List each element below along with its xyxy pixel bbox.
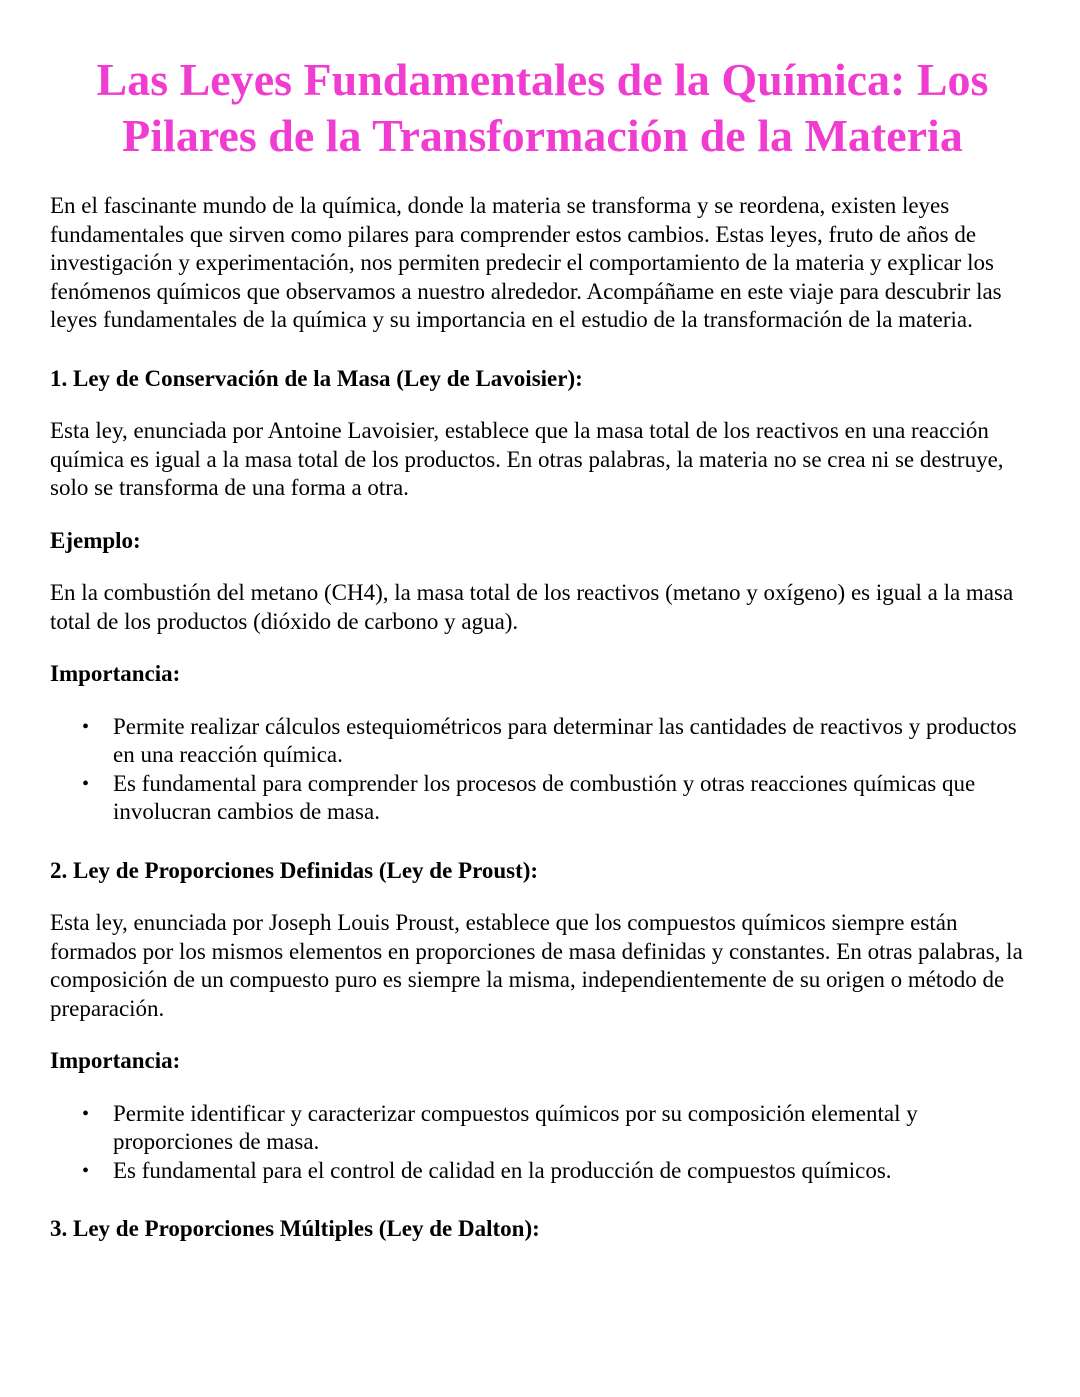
bullet-icon: • [82, 772, 90, 795]
list-item-text: Es fundamental para comprender los procesos de combustión y otras reacciones químicas que involucran cambios de masa. [113, 770, 976, 824]
section-1-example-text: En la combustión del metano (CH4), la masa total de los reactivos (metano y oxígeno) es igual a la masa total de los productos (dióxido de carbono y agua). [50, 580, 1014, 634]
section-1-heading: 1. Ley de Conservación de la Masa (Ley de Lavoisier): [50, 365, 583, 391]
section-2-importance-label: Importancia: [50, 1048, 181, 1073]
document-page [50, 52, 1035, 1244]
section-2-heading: 2. Ley de Proporciones Definidas (Ley de Proust): [50, 857, 539, 883]
intro-paragraph: En el fascinante mundo de la química, donde la materia se transforma y se reordena, existen leyes fundamentales que sirven como pilares para comprender estos cambios. Estas leyes, fruto de años de investigación y experimentación, nos permiten predecir el comportamiento de la materia y explicar los fenómenos químicos que observamos a nuestro alrededor. Acompáñame en este viaje para descubrir las leyes fundamentales de la química y su importancia en el estudio de la transformación de la materia. [50, 193, 1002, 332]
section-1-description: Esta ley, enunciada por Antoine Lavoisier, establece que la masa total de los reactivos en una reacción química es igual a la masa total de los productos. En otras palabras, la materia no se crea ni se destruye, solo se transforma de una forma a otra. [50, 418, 1004, 500]
section-1-importance-label: Importancia: [50, 661, 181, 686]
list-item-text: Permite identificar y caracterizar compuestos químicos por su composición elemental y proporciones de masa. [113, 1100, 918, 1154]
list-item [82, 1157, 1035, 1186]
bullet-icon: • [82, 1102, 90, 1125]
section-1-example-label: Ejemplo: [50, 527, 141, 553]
section-2-importance-list [50, 1100, 1035, 1186]
bullet-icon: • [82, 1159, 90, 1182]
section-2-description: Esta ley, enunciada por Joseph Louis Proust, establece que los compuestos químicos siempre están formados por los mismos elementos en proporciones de masa definidas y constantes. En otras palabras, la composición de un compuesto puro es siempre la misma, independientemente de su origen o método de preparación. [50, 910, 1023, 1021]
bullet-icon: • [82, 715, 90, 738]
list-item-text: Permite realizar cálculos estequiométricos para determinar las cantidades de reactivos y productos en una reacción química. [113, 713, 1017, 767]
document-title: Las Leyes Fundamentales de la Química: Los Pilares de la Transformación de la Materia [96, 54, 989, 161]
list-item-text: Es fundamental para el control de calidad en la producción de compuestos químicos. [113, 1157, 892, 1183]
list-item [82, 770, 1035, 827]
section-1-importance-list [50, 713, 1035, 827]
section-3-heading: 3. Ley de Proporciones Múltiples (Ley de Dalton): [50, 1216, 540, 1241]
list-item [82, 713, 1035, 770]
list-item [82, 1100, 1035, 1157]
